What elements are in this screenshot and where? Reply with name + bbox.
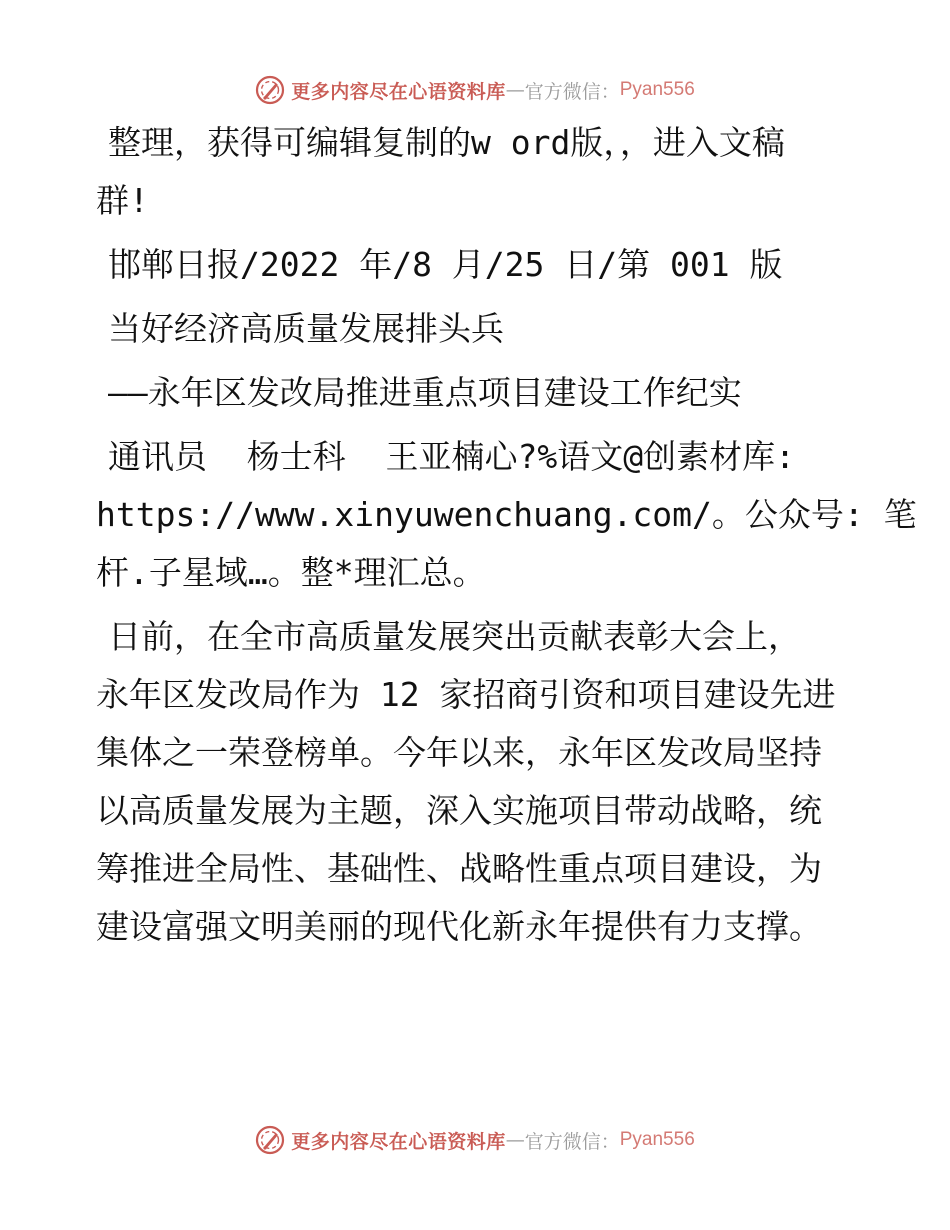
body-line-1: 日前，在全市高质量发展突出贡献表彰大会上，	[108, 617, 801, 656]
intro-paragraph	[96, 114, 856, 230]
watermark-dash: —	[505, 79, 525, 101]
body-line-4: 以高质量发展为主题，深入实施项目带动战略，统	[96, 791, 822, 830]
body-line-5: 筹推进全局性、基础性、战略性重点项目建设，为	[96, 849, 822, 888]
watermark-wechat-id: Pyan556	[619, 79, 695, 100]
watermark-text: 更多内容尽在心语资料库	[291, 1130, 506, 1153]
source-line: 邯郸日报/2022 年/8 月/25 日/第 001 版	[108, 245, 783, 284]
quill-logo-icon	[255, 75, 285, 105]
watermark-dash: —	[505, 1129, 525, 1151]
article-title: 当好经济高质量发展排头兵	[108, 309, 504, 348]
body-line-3: 集体之一荣登榜单。今年以来，永年区发改局坚持	[96, 733, 822, 772]
byline-paragraph	[96, 428, 917, 602]
document-body	[96, 114, 917, 962]
watermark-text: 更多内容尽在心语资料库	[291, 80, 506, 103]
byline-line-2: https://www.xinyuwenchuang.com/。公众号: 笔	[96, 495, 917, 534]
body-line-6: 建设富强文明美丽的现代化新永年提供有力支撑。	[96, 907, 822, 946]
watermark-wechat-id: Pyan556	[619, 1129, 695, 1150]
watermark-label: 官方微信：	[524, 80, 620, 103]
body-paragraph	[96, 608, 856, 956]
watermark-banner-top	[0, 68, 950, 112]
quill-logo-icon	[255, 1125, 285, 1155]
byline-line-1: 通讯员 杨士科 王亚楠心?%语文@创素材库:	[108, 437, 795, 476]
byline-line-3: 杆.子星域…。整*理汇总。	[96, 553, 486, 592]
watermark-banner-bottom	[0, 1118, 950, 1162]
watermark-label: 官方微信：	[524, 1130, 620, 1153]
body-line-2: 永年区发改局作为 12 家招商引资和项目建设先进	[96, 675, 836, 714]
intro-line-2: 群!	[96, 181, 149, 220]
article-subtitle: ——永年区发改局推进重点项目建设工作纪实	[108, 373, 742, 412]
intro-line-1: 整理，获得可编辑复制的w ord版，，进入文稿	[108, 123, 785, 162]
